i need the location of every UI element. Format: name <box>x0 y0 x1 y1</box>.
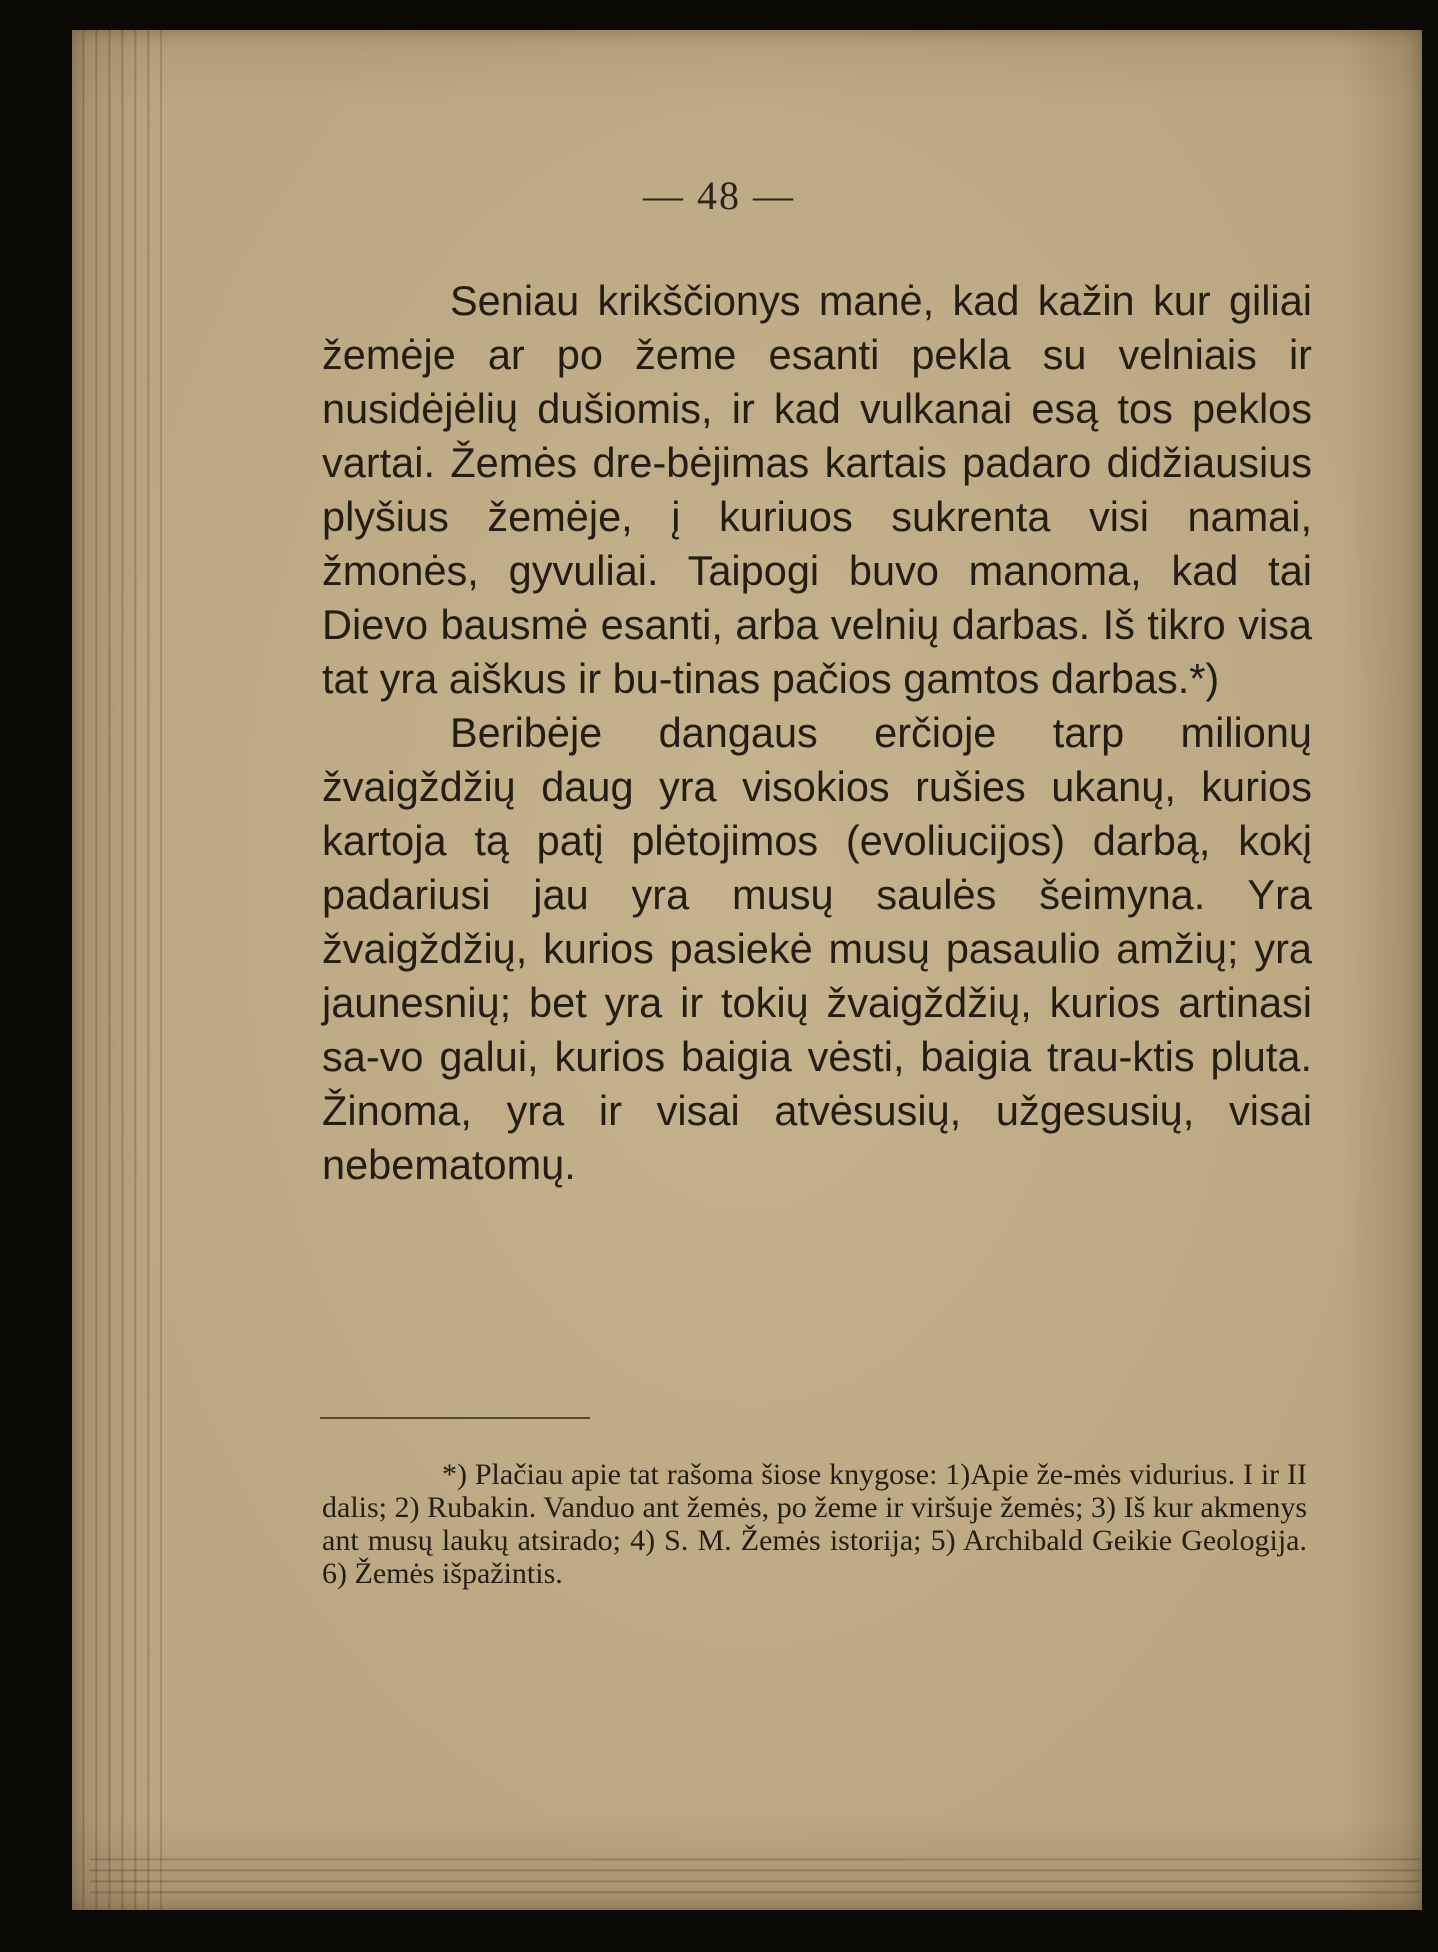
main-text <box>322 274 1312 1192</box>
footnote <box>322 1458 1307 1590</box>
page-bottom-edge <box>90 1850 1420 1900</box>
footnote-text: *) Plačiau apie tat rašoma šiose knygose: 1)Apie že-mės vidurius. I ir II dalis; 2) Rubakin. Vanduo ant žemės, po žeme ir viršuje žemės; 3) Iš kur akmenys ant musų laukų atsirado; 4) S. M. Žemės istorija; 5) Archibald Geikie Geologija. 6) Žemės išpažintis. <box>322 1458 1307 1590</box>
paragraph-1: Seniau krikščionys manė, kad kažin kur giliai žemėje ar po žeme esanti pekla su velniais ir nusidėjėlių dušiomis, ir kad vulkanai esą tos peklos vartai. Žemės dre-bėjimas kartais padaro didžiausius plyšius žemėje, į kuriuos sukrenta visi namai, žmonės, gyvuliai. Taipogi buvo manoma, kad tai Dievo bausmė esanti, arba velnių darbas. Iš tikro visa tat yra aiškus ir bu-tinas pačios gamtos darbas.*) <box>322 277 1312 702</box>
footnote-separator <box>320 1417 590 1419</box>
paragraph-2: Beribėje dangaus erčioje tarp milionų žvaigždžių daug yra visokios rušies ukanų, kurios kartoja tą patį plėtojimos (evoliucijos) darbą, kokį padariusi jau yra musų saulės šeimyna. Yra žvaigždžių, kurios pasiekė musų pasaulio amžių; yra jaunesnių; bet yra ir tokių žvaigždžių, kurios artinasi sa-vo galui, kurios baigia vėsti, baigia trau-ktis pluta. Žinoma, yra ir visai atvėsusių, užgesusių, visai nebematomų. <box>322 709 1312 1188</box>
page-binding-edge <box>72 30 162 1910</box>
page-number: — 48 — <box>643 173 795 218</box>
